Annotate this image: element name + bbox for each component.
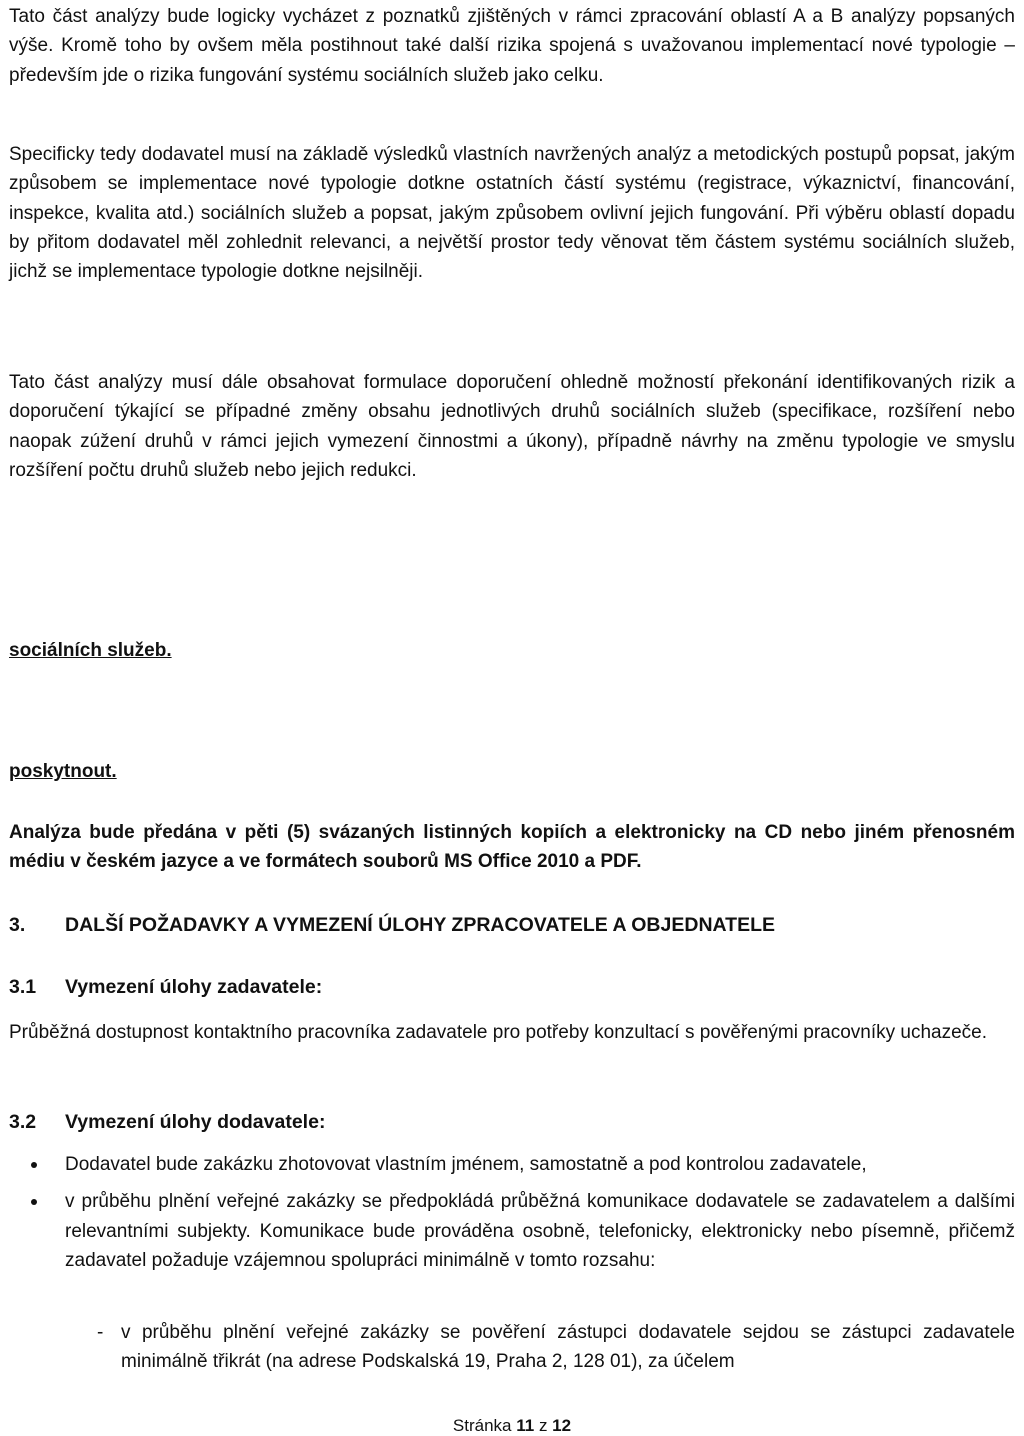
fragment-social-services: sociálních služeb.: [9, 640, 172, 661]
fragment-provide: poskytnout.: [9, 761, 117, 782]
footer-of: z: [538, 1416, 548, 1435]
list-item: [9, 1150, 1015, 1179]
section-3-2-number: 3.2: [9, 1111, 37, 1133]
section-3-1-body: Průběžná dostupnost kontaktního pracovníka zadavatele pro potřeby konzultací s pověřenými pracovníky uchazeče.: [9, 1022, 988, 1043]
footer-total-pages: 12: [552, 1416, 572, 1435]
section-3-1-heading: [9, 976, 322, 999]
section-3-2-bullet-list: [9, 1150, 1015, 1275]
footer-page-number: 11: [516, 1416, 535, 1435]
footer-prefix: Stránka: [452, 1416, 512, 1435]
section-3-number: 3.: [9, 914, 26, 936]
paragraph-intro: Tato část analýzy bude logicky vycházet z poznatků zjištěných v rámci zpracování oblastí A a B analýzy popsaných výše. Kromě toho by ovšem měla postihnout také další rizika spojená s uvažovanou implementací nové typologie – především jde o rizika fungování systému sociálních služeb jako celku.: [9, 6, 1015, 86]
section-3-2-subitem: [9, 1318, 1015, 1377]
section-3-2-title: Vymezení úlohy dodavatele:: [65, 1111, 326, 1133]
fragment-line-1: [9, 636, 1015, 665]
fragment-line-2: [9, 757, 1015, 786]
section-3-1-number: 3.1: [9, 976, 37, 998]
subitem-text: v průběhu plnění veřejné zakázky se pověření zástupci dodavatele sejdou se zástupci zadavatele minimálně třikrát (na adrese Podskalská 19, Praha 2, 128 01), za účelem: [121, 1322, 1015, 1373]
section-3-2-heading: [9, 1111, 325, 1134]
paragraph-recommendations: Tato část analýzy musí dále obsahovat formulace doporučení ohledně možností překonání identifikovaných rizik a doporučení týkající se případné změny obsahu jednotlivých druhů sociálních služeb (specifikace, rozšíření nebo naopak zúžení druhů v rámci jejich vymezení činnostmi a úkony), případně návrhy na změnu typologie ve smyslu rozšíření počtu druhů služeb nebo jejich redukci.: [9, 372, 1015, 481]
section-3-heading: [9, 914, 775, 937]
section-3-title: DALŠÍ POŽADAVKY A VYMEZENÍ ÚLOHY ZPRACOVATELE A OBJEDNATELE: [65, 914, 775, 936]
dash-icon: -: [97, 1322, 104, 1343]
paragraph-delivery: Analýza bude předána v pěti (5) svázaných listinných kopiích a elektronicky na CD nebo jiném přenosném médiu v českém jazyce a ve formátech souborů MS Office 2010 a PDF.: [9, 822, 1015, 873]
list-item: [9, 1187, 1015, 1275]
paragraph-specifically: Specificky tedy dodavatel musí na základě výsledků vlastních navržených analýz a metodických postupů popsat, jakým způsobem se implementace nové typologie dotkne ostatních částí systému (registrace, výkaznictví, financování, inspekce, kvalita atd.) sociálních služeb a popsat, jakým způsobem ovlivní jejich fungování. Při výběru oblastí dopadu by přitom dodavatel měl zohlednit relevanci, a největší prostor tedy věnovat těm částem systému sociálních služeb, jichž se implementace typologie dotkne nejsilněji.: [9, 144, 1015, 283]
section-3-1-title: Vymezení úlohy zadavatele:: [65, 976, 323, 998]
page-footer: [0, 1416, 1024, 1436]
bullet-icon: [31, 1162, 37, 1168]
bullet-text: Dodavatel bude zakázku zhotovovat vlastním jménem, samostatně a pod kontrolou zadavatele,: [65, 1154, 867, 1175]
bullet-icon: [31, 1199, 37, 1205]
bullet-text: v průběhu plnění veřejné zakázky se předpokládá průběžná komunikace dodavatele se zadavatelem a dalšími relevantními subjekty. Komunikace bude prováděna osobně, telefonicky, elektronicky nebo písemně, přičemž zadavatel požaduje vzájemnou spolupráci minimálně v tomto rozsahu:: [65, 1191, 1015, 1271]
